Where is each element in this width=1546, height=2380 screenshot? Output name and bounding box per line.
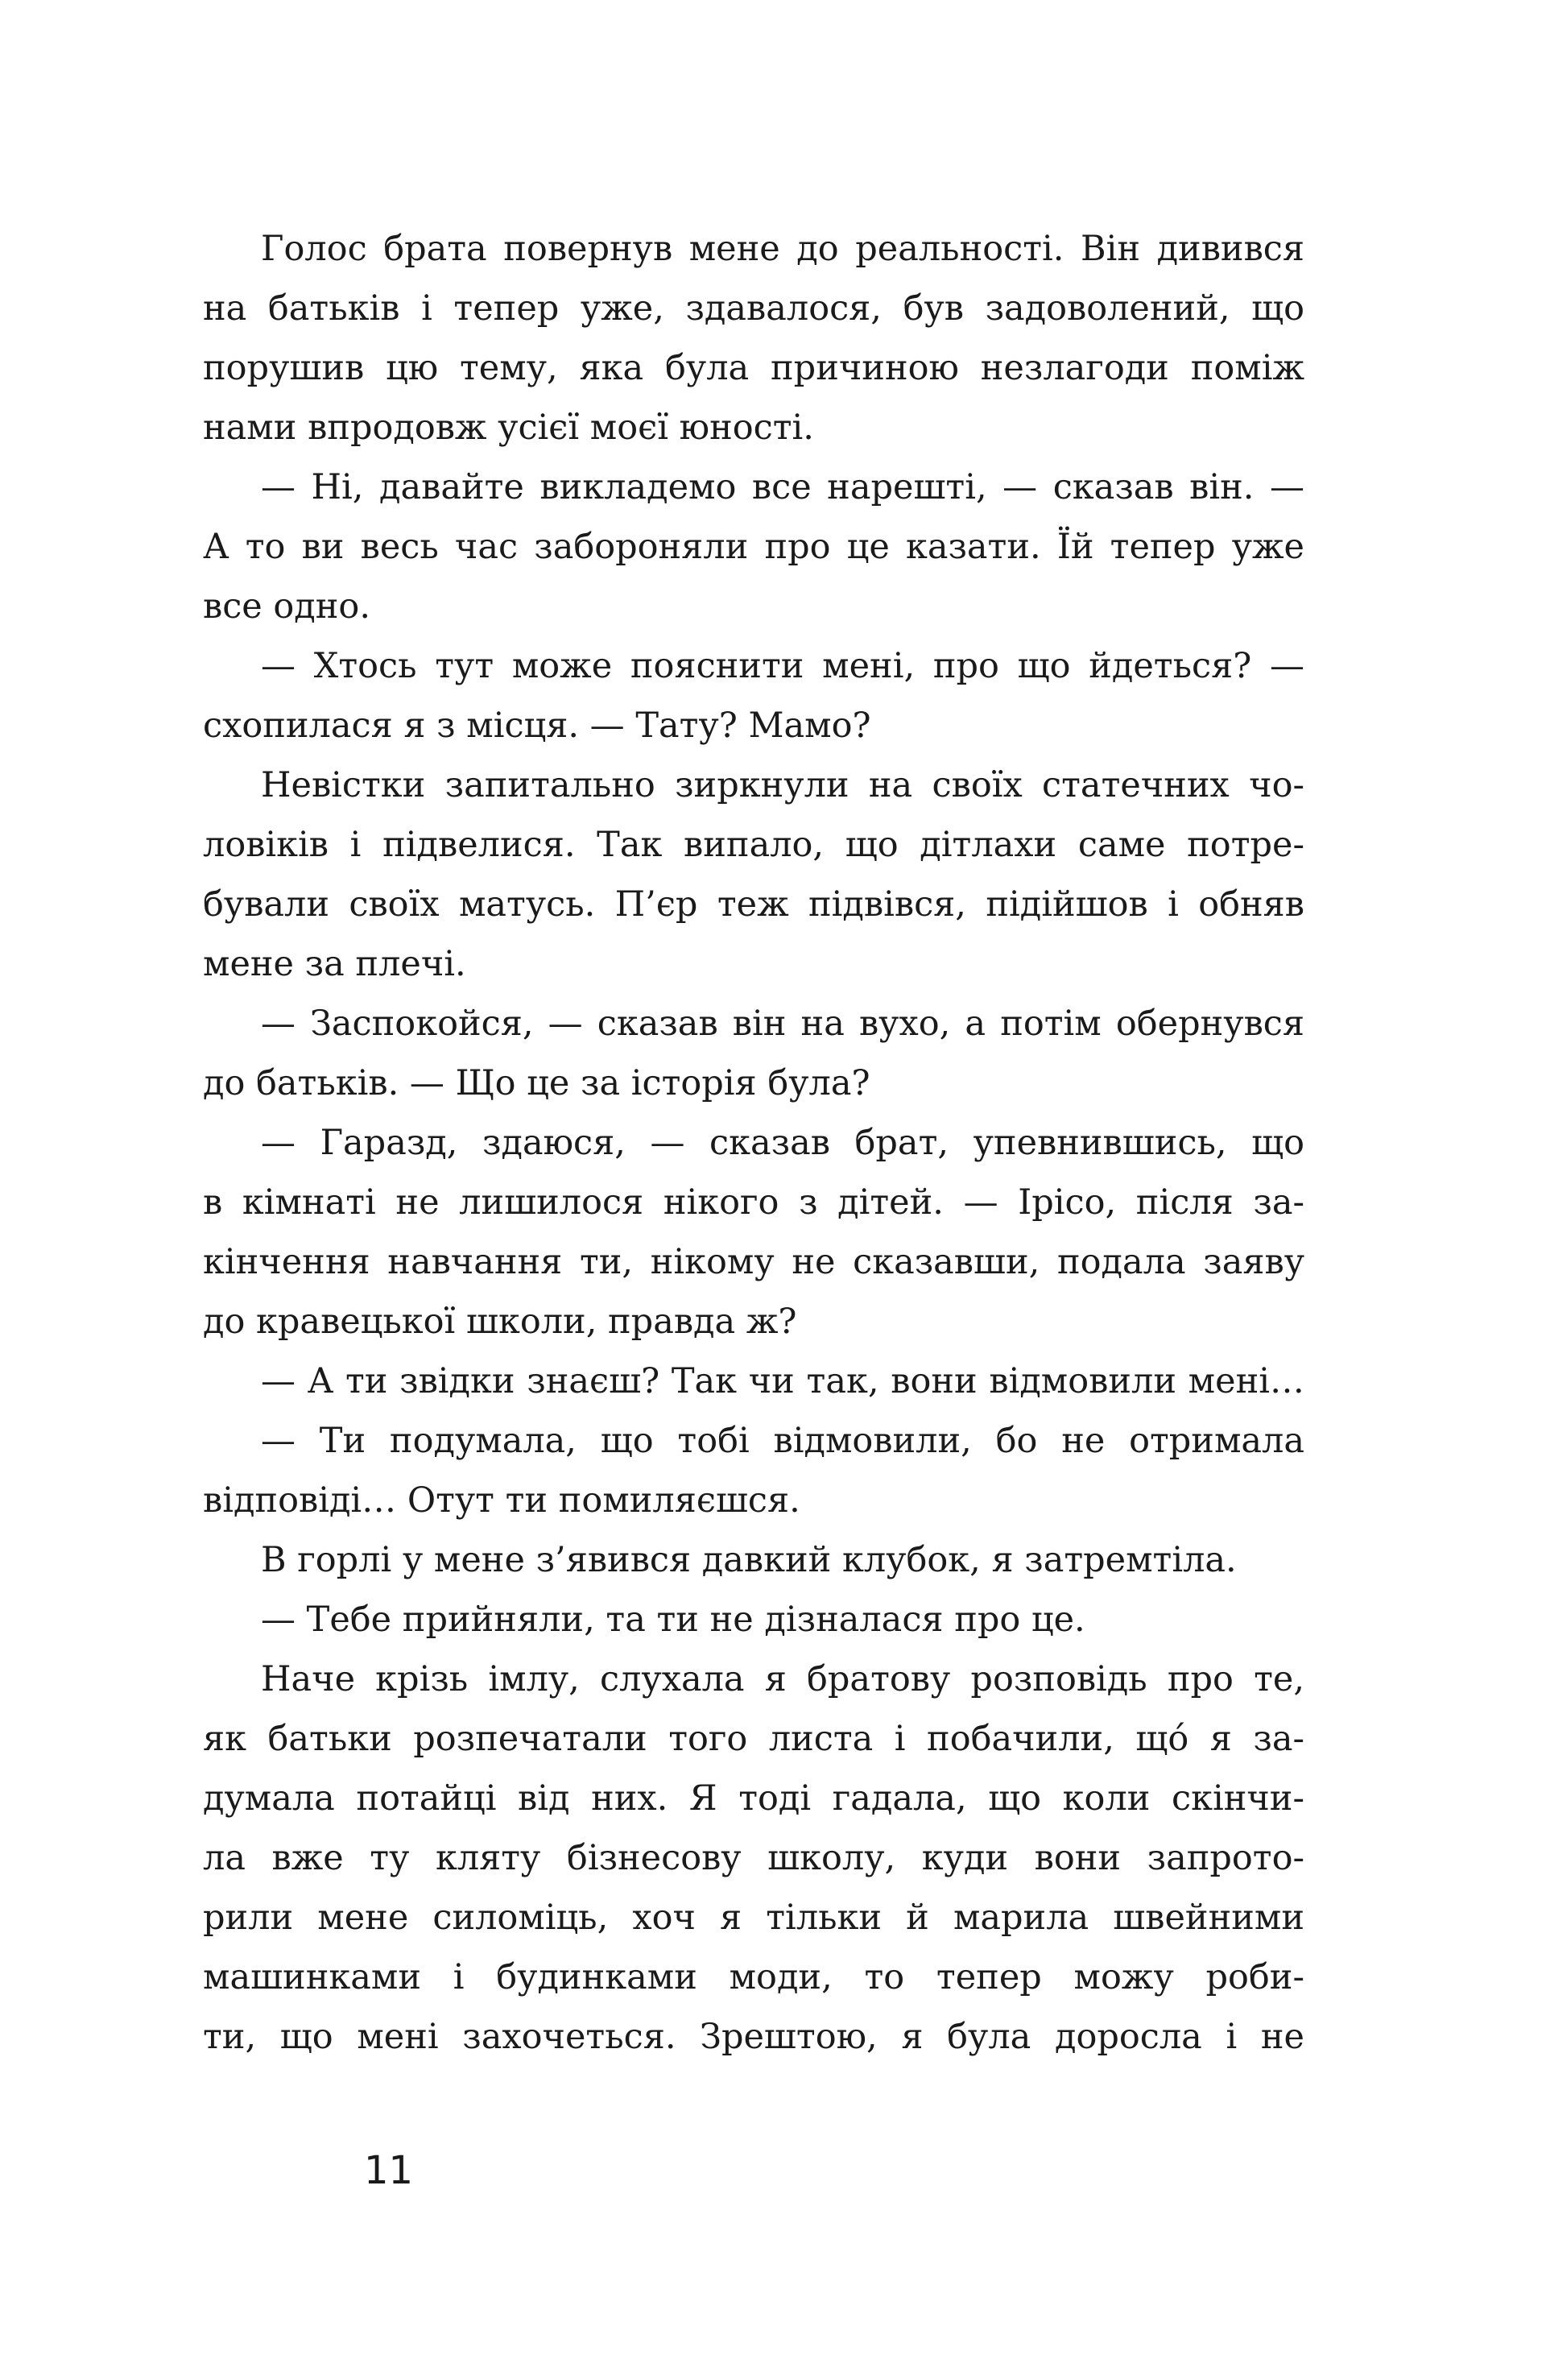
text-line: — Гаразд, здаюся, — сказав брат, упевнившись, що — [261, 1123, 1304, 1163]
text-line: мене за плечі. — [203, 944, 466, 984]
text-line: все одно. — [203, 586, 370, 627]
text-line: — А ти звідки знаєш? Так чи так, вони відмовили мені… — [261, 1361, 1304, 1401]
text-line: — Ти подумала, що тобі відмовили, бо не отримала — [261, 1421, 1304, 1461]
text-line: рили мене силоміць, хоч я тільки й марила швейними — [203, 1898, 1304, 1938]
text-line: ти, що мені захочеться. Зрештою, я була доросла і не — [203, 2017, 1304, 2057]
text-line: ловіків і підвелися. Так випало, що дітлахи саме потре- — [203, 825, 1304, 865]
text-line: — Заспокойся, — сказав він на вухо, а потім обернувся — [261, 1004, 1304, 1044]
text-line: кінчення навчання ти, нікому не сказавши, подала заяву — [203, 1242, 1304, 1282]
text-line: в кімнаті не лишилося нікого з дітей. — Ірісо, після за- — [203, 1182, 1304, 1223]
text-line: відповіді… Отут ти помиляєшся. — [203, 1480, 800, 1521]
text-line: бували своїх матусь. П’єр теж підвівся, підійшов і обняв — [203, 884, 1304, 925]
text-line: схопилася я з місця. — Тату? Мамо? — [203, 706, 871, 746]
text-line: В горлі у мене з’явився давкий клубок, я затремтіла. — [261, 1540, 1237, 1580]
body-text — [203, 219, 1304, 2067]
page-number: 11 — [364, 2148, 414, 2193]
text-line: Наче крізь імлу, слухала я братову розповідь про те, — [261, 1659, 1304, 1699]
text-line: нами впродовж усієї моєї юності. — [203, 408, 814, 448]
text-line: ла вже ту кляту бізнесову школу, куди вони запрото- — [203, 1838, 1304, 1878]
text-line: — Хтось тут може пояснити мені, про що йдеться? — — [261, 646, 1304, 686]
text-line: Невістки запитально зиркнули на своїх статечних чо- — [261, 765, 1304, 805]
text-line: до батьків. — Що це за історія була? — [203, 1063, 870, 1103]
text-line: А то ви весь час забороняли про це казати. Їй тепер уже — [203, 527, 1304, 567]
text-line: на батьків і тепер уже, здавалося, був задоволений, що — [203, 288, 1304, 329]
text-line: думала потайці від них. Я тоді гадала, що коли скінчи- — [203, 1778, 1304, 1819]
text-line: — Ні, давайте викладемо все нарешті, — сказав він. — — [261, 467, 1304, 507]
text-line: до кравецької школи, правда ж? — [203, 1302, 797, 1342]
text-line: порушив цю тему, яка була причиною незлагоди поміж — [203, 348, 1304, 388]
text-line: Голос брата повернув мене до реальності. Він дивився — [261, 229, 1304, 269]
text-line: машинками і будинками моди, то тепер можу роби- — [203, 1957, 1304, 1997]
text-line: — Тебе прийняли, та ти не дізналася про це. — [261, 1600, 1085, 1640]
text-line: як батьки розпечатали того листа і побачили, що́ я за- — [203, 1719, 1304, 1759]
